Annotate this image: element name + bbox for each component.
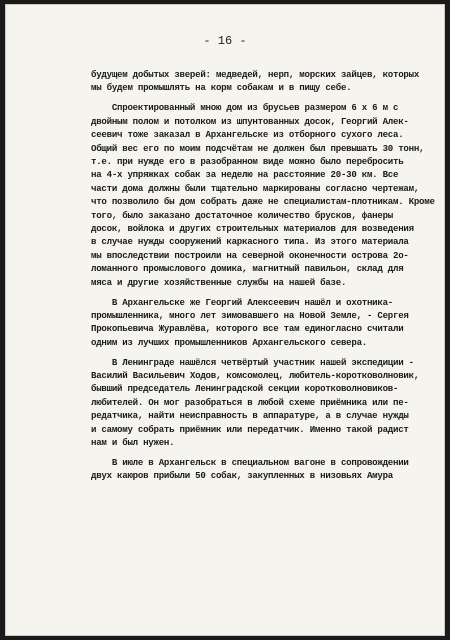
text-line: мы будем промышлять на корм собакам и в пищу себе.: [91, 82, 352, 94]
text-line: бывший председатель Ленинградской секции коротковолновиков-: [91, 383, 399, 395]
text-line: будущем добытых зверей: медведей, нерп, морских зайцев, которых: [91, 69, 420, 80]
text-line: ломанного промыслового домика, магнитный павильон, склад для: [91, 263, 404, 275]
text-line: досок, войлока и других строительных материалов для возведения: [91, 222, 414, 234]
text-line: редатчика, найти неисправность в аппаратуре, а в случае нужды: [91, 410, 409, 422]
text-line: двойным полом и потолком из шпунтованных досок, Георгий Алек-: [91, 115, 409, 127]
text-line: на 4-х упряжках собак за неделю на расстояние 20-30 км. Все: [91, 169, 399, 181]
page-number: - 16 -: [203, 34, 247, 48]
text-line: любителей. Он мог разобраться в любой схеме приёмника или пе-: [91, 396, 409, 408]
text-line: нам и был нужен.: [91, 437, 175, 449]
text-line: мяса и другие хозяйственные службы на нашей базе.: [91, 276, 347, 288]
text-line: Василий Васильевич Ходов, комсомолец, любитель-коротковолновик,: [91, 370, 420, 382]
text-line: что позволило бы дом собрать даже не специалистам-плотникам. Кроме: [91, 196, 435, 208]
paragraph: [91, 296, 435, 350]
text-line: Общий вес его по моим подсчётам не должен был превышать 30 тонн,: [91, 142, 425, 154]
typewritten-body: [91, 68, 435, 489]
text-line: т.е. при нужде его в разобранном виде можно было перебросить: [91, 155, 404, 167]
text-line: Спроектированный мною дом из брусьев размером 6 х 6 м с: [91, 102, 399, 114]
text-line: и самому собрать приёмник или передатчик. Именно такой радист: [91, 423, 409, 435]
text-line: двух каюров прибыли 50 собак, закупленных в низовьях Амура: [91, 470, 394, 482]
text-line: того, было заказано достаточное количество брусков, фанеры: [91, 209, 394, 221]
text-line: промышленника, много лет зимовавшего на Новой Земле, - Сергея: [91, 309, 409, 321]
paragraph: [91, 101, 435, 289]
text-line: В июле в Архангельск в специальном вагоне в сопровождении: [91, 456, 409, 468]
text-line: в случае нужды сооружений каркасного типа. Из этого материала: [91, 236, 409, 248]
text-line: Прокопьевича Журавлёва, которого все там единогласно считали: [91, 323, 404, 335]
text-line: мы впоследствии построили на северной оконечности острова 2о-: [91, 249, 409, 261]
document-page: [5, 4, 445, 636]
text-line: части дома должны были тщательно маркированы согласно чертежам,: [91, 182, 420, 194]
paragraph: [91, 456, 435, 483]
text-line: одним из лучших промышленников Архангельского севера.: [91, 336, 367, 348]
text-line: В Ленинграде нашёлся четвёртый участник нашей экспедиции -: [91, 356, 414, 368]
paragraph: [91, 68, 435, 95]
paragraph: [91, 356, 435, 450]
text-line: В Архангельске же Георгий Алексеевич нашёл и охотника-: [91, 296, 394, 308]
text-line: сеевич тоже заказал в Архангельске из отборного сухого леса.: [91, 129, 404, 141]
